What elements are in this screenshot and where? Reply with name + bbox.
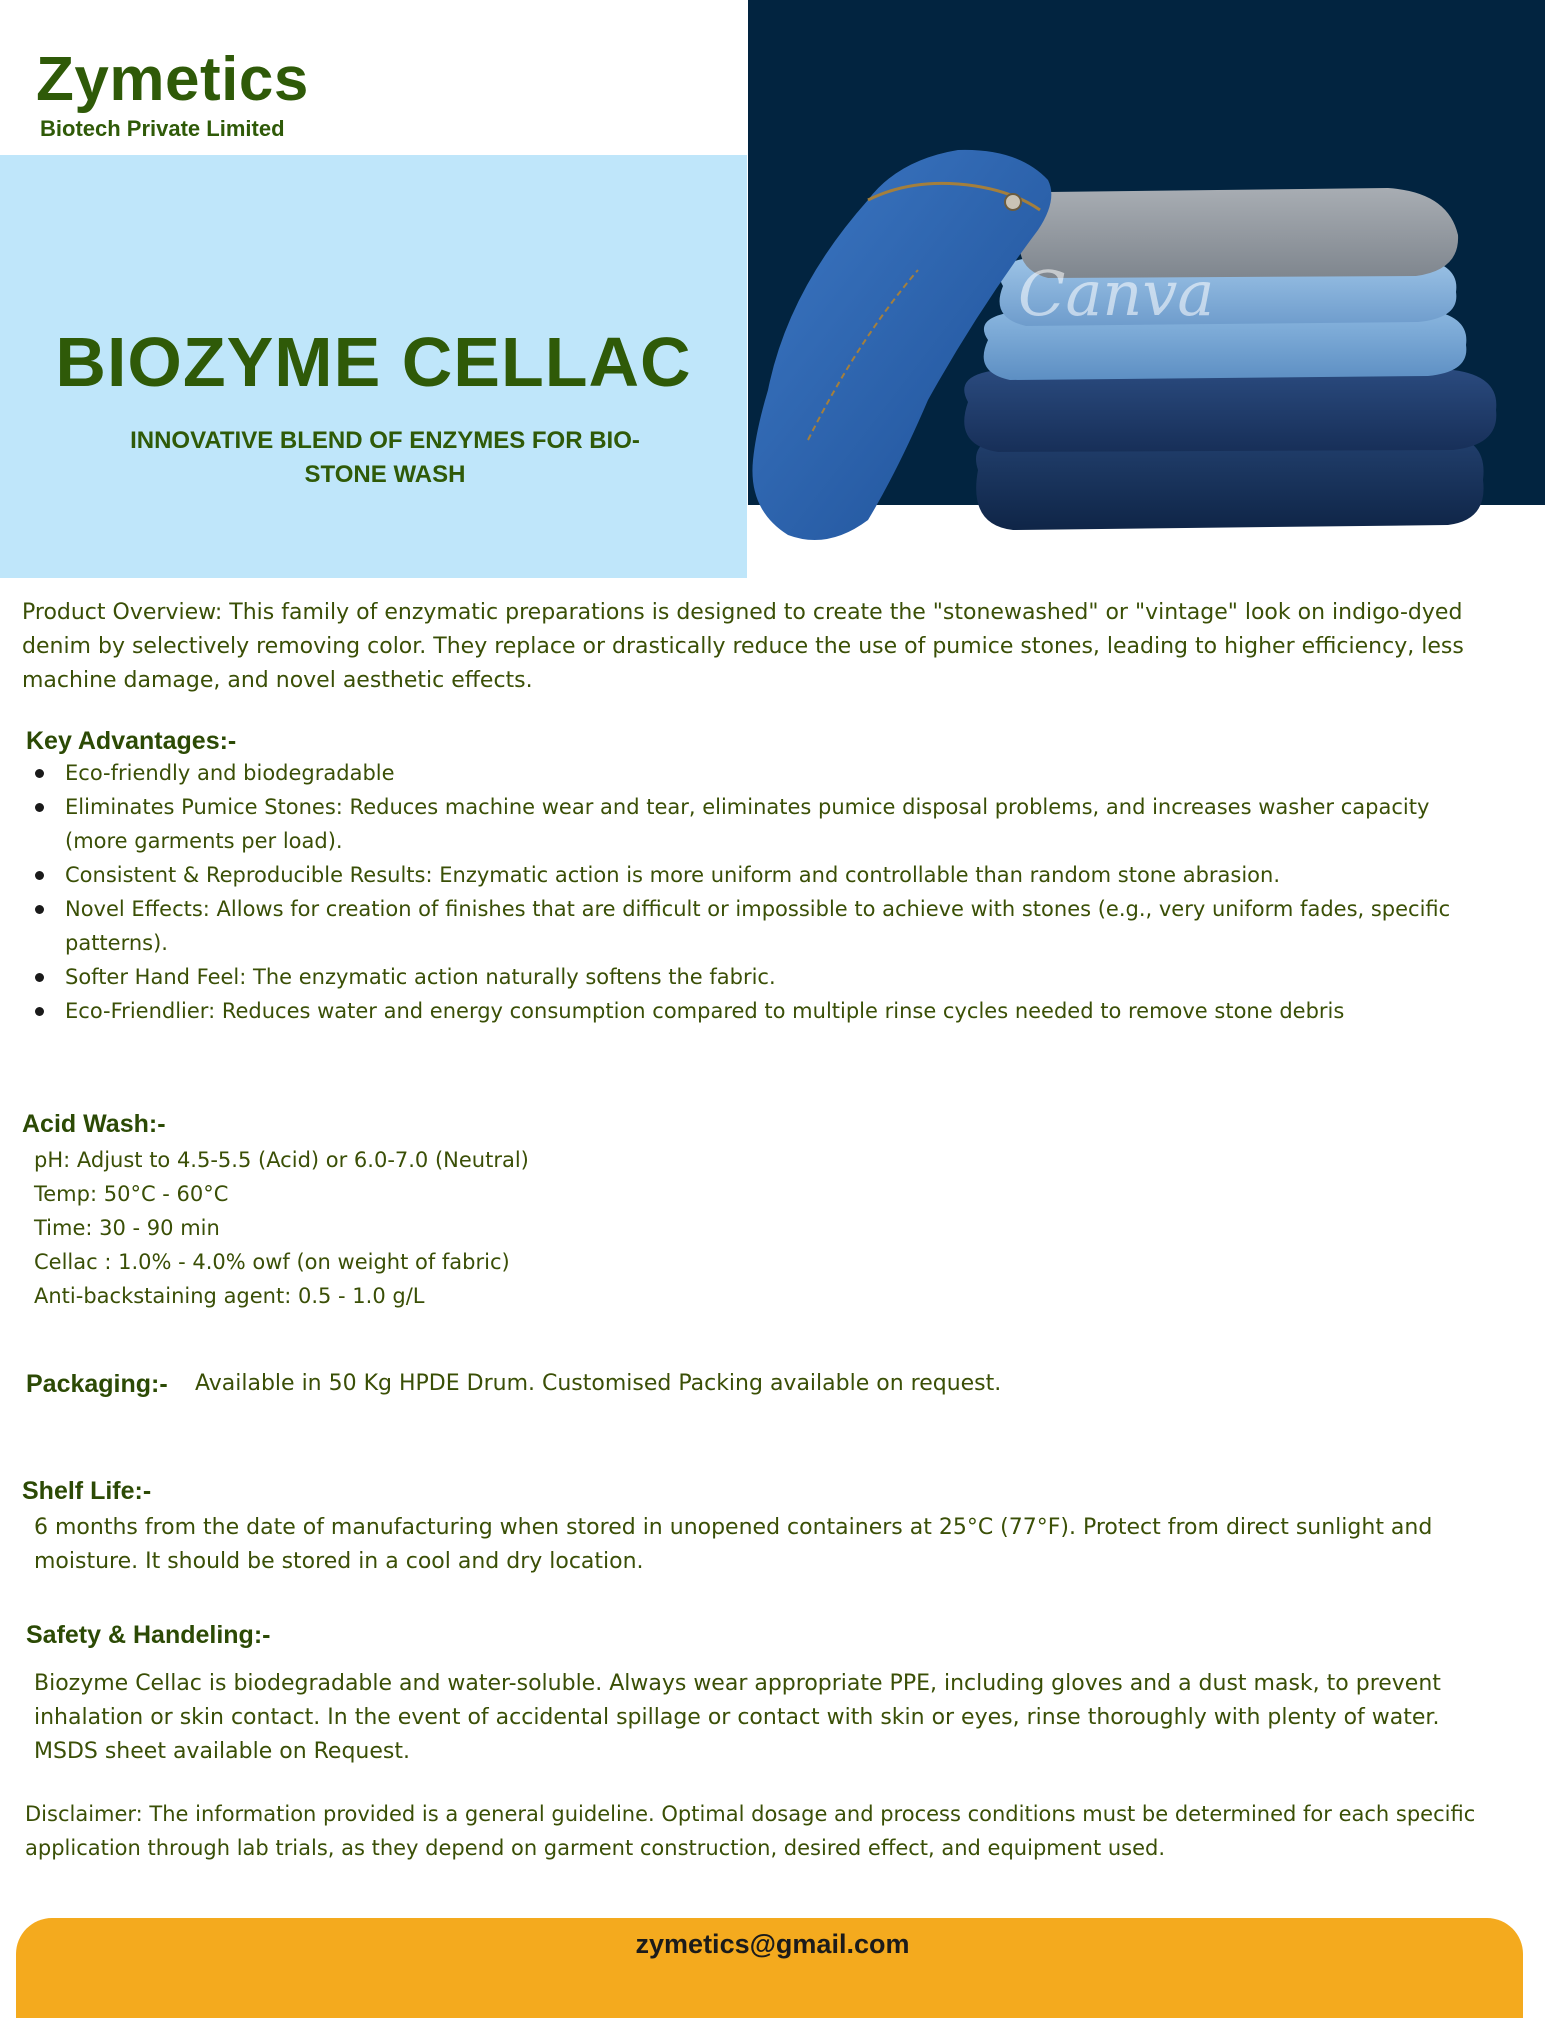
product-tagline xyxy=(105,424,665,492)
list-item: Consistent & Reproducible Results: Enzymatic action is more uniform and controllable than random stone abrasion. xyxy=(65,858,1485,892)
product-title: BIOZYME CELLAC xyxy=(55,323,692,401)
packaging-heading: Packaging:- xyxy=(26,1370,168,1398)
safety-text: Biozyme Cellac is biodegradable and water-soluble. Always wear appropriate PPE, including gloves and a dust mask, to prevent inhalation or skin contact. In the event of accidental spillage or contact with skin or eyes, rinse thoroughly with plenty of water. MSDS sheet available on Request. xyxy=(34,1671,1441,1764)
key-advantages-list xyxy=(65,756,1485,1028)
acid-wash-temp: Temp: 50°C - 60°C xyxy=(34,1182,229,1206)
contact-email-link[interactable]: zymetics@gmail.com xyxy=(635,1929,910,1959)
brand-name: Zymetics xyxy=(36,45,309,114)
list-item: Eco-friendly and biodegradable xyxy=(65,756,1485,790)
list-item: Eco-Friendlier: Reduces water and energy consumption compared to multiple rinse cycles needed to remove stone debris xyxy=(65,994,1485,1028)
brand-subtitle: Biotech Private Limited xyxy=(40,116,285,141)
acid-wash-time: Time: 30 - 90 min xyxy=(34,1216,220,1240)
shelf-life-text: 6 months from the date of manufacturing when stored in unopened containers at 25°C (77°F). Protect from direct sunlight and moisture. It should be stored in a cool and dry location. xyxy=(34,1515,1433,1574)
denim-stack-illustration xyxy=(748,140,1508,580)
list-item: Eliminates Pumice Stones: Reduces machine wear and tear, eliminates pumice disposal problems, and increases washer capacity (more garments per load). xyxy=(65,790,1485,858)
safety-heading: Safety & Handeling:- xyxy=(26,1621,271,1649)
disclaimer: Disclaimer: The information provided is a general guideline. Optimal dosage and process conditions must be determined for each specific application through lab trials, as they depend on garment construction, desired effect, and equipment used. xyxy=(25,1802,1476,1860)
acid-wash-anti-backstaining: Anti-backstaining agent: 0.5 - 1.0 g/L xyxy=(34,1284,425,1308)
list-item: Softer Hand Feel: The enzymatic action naturally softens the fabric. xyxy=(65,960,1485,994)
shelf-life-heading: Shelf Life:- xyxy=(22,1477,152,1505)
acid-wash-dosage: Cellac : 1.0% - 4.0% owf (on weight of fabric) xyxy=(34,1250,510,1274)
key-advantages-heading: Key Advantages:- xyxy=(26,727,237,755)
tagline-line-1: INNOVATIVE BLEND OF ENZYMES FOR BIO- xyxy=(130,427,640,454)
acid-wash-parameters xyxy=(34,1143,934,1313)
canva-watermark: Canva xyxy=(1018,257,1215,330)
list-item: Novel Effects: Allows for creation of finishes that are difficult or impossible to achieve with stones (e.g., very uniform fades, specific patterns). xyxy=(65,892,1485,960)
acid-wash-heading: Acid Wash:- xyxy=(22,1110,166,1138)
product-overview: Product Overview: This family of enzymatic preparations is designed to create the "stonewashed" or "vintage" look on indigo-dyed denim by selectively removing color. They replace or drastically reduce the use of pumice stones, leading to higher efficiency, less machine damage, and novel aesthetic effects. xyxy=(22,600,1464,693)
acid-wash-ph: pH: Adjust to 4.5-5.5 (Acid) or 6.0-7.0 (Neutral) xyxy=(34,1148,529,1172)
tagline-line-2: STONE WASH xyxy=(304,461,466,488)
packaging-text: Available in 50 Kg HPDE Drum. Customised Packing available on request. xyxy=(195,1371,1002,1396)
